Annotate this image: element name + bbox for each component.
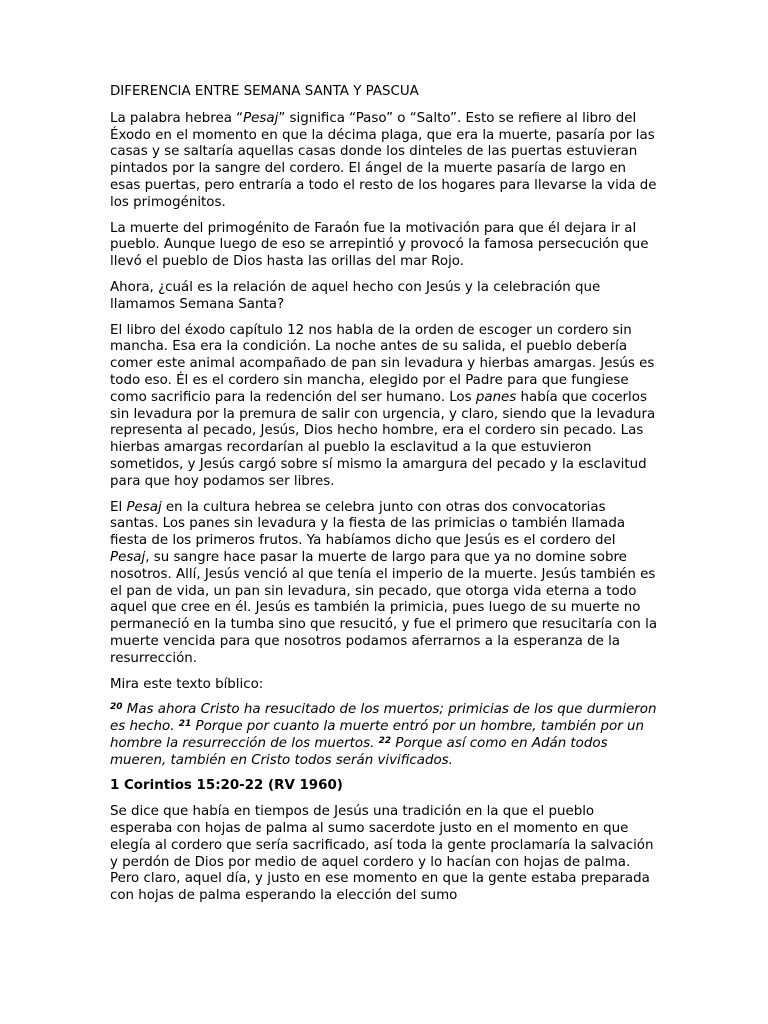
paragraph-firstborn: La muerte del primogénito de Faraón fue la motivación para que él dejara ir al pueblo. Aunque luego de eso se arrepintió y provocó la famosa persecución que llevó el pueblo de Dios hasta las orillas del mar Rojo. [110, 220, 649, 270]
paragraph-pesaj-meaning [110, 111, 658, 212]
text-span: , su sangre hace pasar la muerte de largo para que ya no domine sobre nosotros. Allí, Jesús venció al que tenía el imperio de la muerte. Jesús también es el pan de vida, un pan sin levadura, sin pecado, que otorga vida eterna a todo aquel que cree en él. Jesús es también la primicia, pues luego de su muerte no permaneció en la tumba sino que resucitó, y fue el primero que resucitaría con la muerte vencida para que nosotros podamos aferrarnos a la esperanza de la resurrección. [110, 549, 658, 666]
text-span: La palabra hebrea “ [110, 110, 244, 126]
bible-verse-quote [110, 702, 658, 769]
text-span: había que cocerlos sin levadura por la premura de salir con urgencia, y claro, siendo que la levadura representa al pecado, Jesús, Dios hecho hombre, era el cordero sin pecado. Las hierbas amargas recordarían al pueblo la esclavitud a la que estuvieron sometidos, y Jesús cargó sobre sí mismo la amargura del pecado y la esclavitud para que hoy podamos ser libres. [110, 389, 656, 489]
italic-term: panes [475, 389, 517, 405]
verse-text: Porque así como en Adán todos mueren, también en Cristo todos serán vivificados. [110, 735, 608, 768]
verse-number: 22 [378, 735, 392, 746]
verse-number: 21 [178, 719, 192, 730]
bible-reference: 1 Corintios 15:20-22 (RV 1960) [110, 778, 343, 794]
paragraph-question: Ahora, ¿cuál es la relación de aquel hecho con Jesús y la celebración que llamamos Semana Santa? [110, 279, 601, 312]
document-title: DIFERENCIA ENTRE SEMANA SANTA Y PASCUA [110, 84, 419, 99]
verse-number: 20 [110, 702, 123, 713]
italic-term: Pesaj [126, 499, 162, 515]
text-span: El libro del éxodo capítulo 12 nos habla de la orden de escoger un cordero sin mancha. Esa era la condición. La noche antes de su salida, el pueblo debería comer este animal acompañado de pan sin levadura y hierbas amargas. Jesús es todo eso. Él es el cordero sin mancha, elegido por el Padre para que fungiese como sacrificio para la redención del ser humano. Los [110, 322, 655, 405]
paragraph-palm-tradition: Se dice que había en tiempos de Jesús una tradición en la que el pueblo esperaba con hojas de palma al sumo sacerdote justo en el momento en que elegía al cordero que sería sacrificado, así toda la gente proclamaría la salvación y perdón de Dios por medio de aquel cordero y lo hacían con hojas de palma. Pero claro, aquel día, y justo en ese momento en que la gente estaba preparada con hojas de palma esperando la elección del sumo [110, 804, 654, 904]
verse-text: Porque por cuanto la muerte entró por un hombre, también por un hombre la resurrección de los muertos. [110, 719, 644, 751]
document-page [110, 84, 658, 914]
text-span: ” significa “Paso” o “Salto”. Esto se refiere al libro del Éxodo en el momento en que la décima plaga, que era la muerte, pasaría por las casas y se saltaría aquellas casas donde los dinteles de las puertas estuvieran pintados por la sangre del cordero. El ángel de la muerte pasaría de largo en esas puertas, pero entraría a todo el resto de los hogares para llevarse la vida de los primogénitos. [110, 110, 657, 210]
paragraph-convocations [110, 500, 658, 668]
verse-text: Mas ahora Cristo ha resucitado de los muertos; primicias de los que durmieron es hecho. [110, 702, 657, 735]
text-span: en la cultura hebrea se celebra junto con otras dos convocatorias santas. Los panes sin levadura y la fiesta de las primicias o también llamada fiesta de los primeros frutos. Ya habíamos dicho que Jesús es el cordero del [110, 499, 626, 549]
paragraph-lamb [110, 323, 658, 491]
italic-term: Pesaj [243, 110, 279, 126]
text-span: El [110, 499, 127, 515]
paragraph-intro-verse: Mira este texto bíblico: [110, 676, 264, 692]
italic-term: Pesaj [110, 549, 146, 565]
